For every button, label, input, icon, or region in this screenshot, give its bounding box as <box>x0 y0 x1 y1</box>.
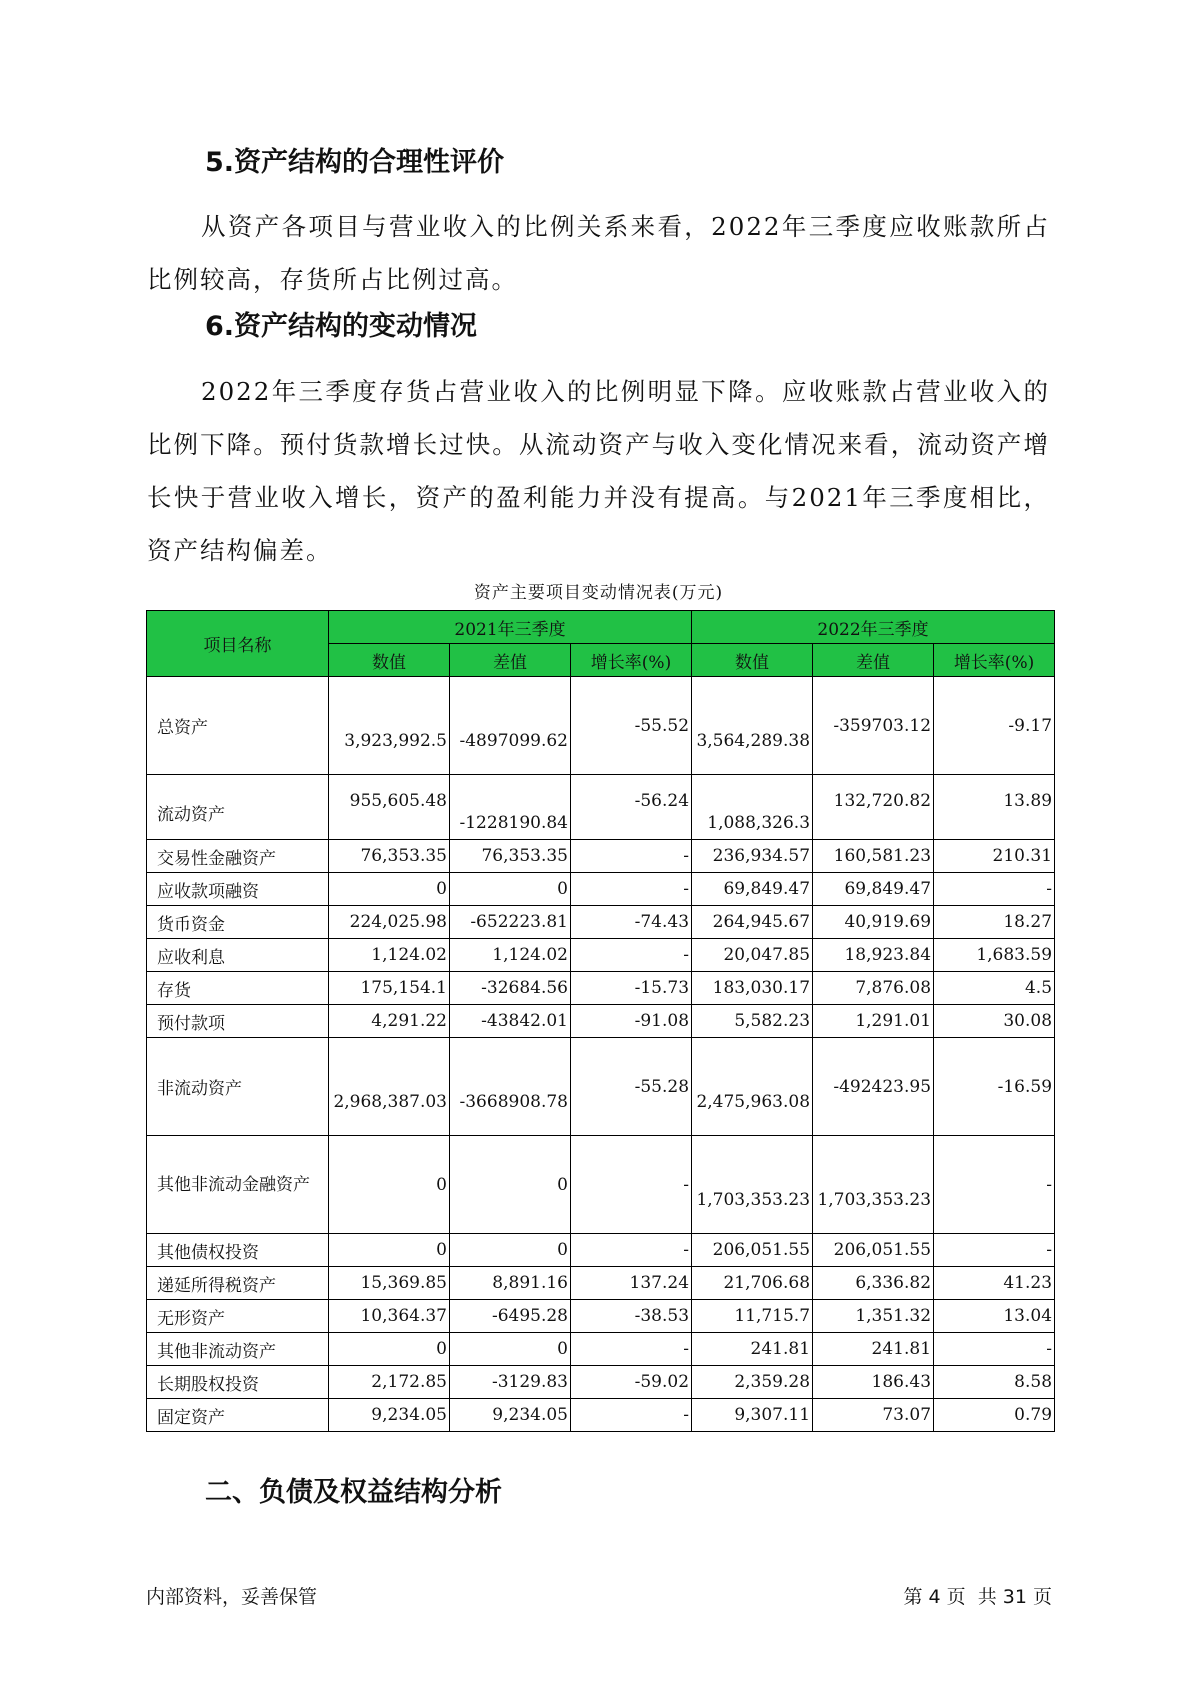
header-item-name: 项目名称 <box>147 611 329 677</box>
footer-page-number: 第 4 页 共 31 页 <box>903 1586 1052 1608</box>
cell-value: 175,154.1 <box>329 972 450 1005</box>
header-period-2022: 2022年三季度 <box>692 611 1055 644</box>
cell-value: -32684.56 <box>450 972 571 1005</box>
row-label: 其他债权投资 <box>147 1234 329 1267</box>
cell-value: 6,336.82 <box>813 1267 934 1300</box>
cell-value: 9,234.05 <box>329 1399 450 1432</box>
section-heading-6: 6.资产结构的变动情况 <box>205 311 478 342</box>
cell-value: 73.07 <box>813 1399 934 1432</box>
cell-value: 5,582.23 <box>692 1005 813 1038</box>
cell-value: 0 <box>450 1136 571 1234</box>
cell-value: 206,051.55 <box>813 1234 934 1267</box>
row-label: 总资产 <box>147 677 329 775</box>
cell-value: 1,703,353.23 <box>813 1136 934 1234</box>
cell-value: 10,364.37 <box>329 1300 450 1333</box>
cell-value: 236,934.57 <box>692 840 813 873</box>
table-row <box>147 1399 1055 1432</box>
cell-value: - <box>571 873 692 906</box>
table-row <box>147 1267 1055 1300</box>
cell-value: 186.43 <box>813 1366 934 1399</box>
cell-value: -43842.01 <box>450 1005 571 1038</box>
cell-value: 2,968,387.03 <box>329 1038 450 1136</box>
cell-value: -3129.83 <box>450 1366 571 1399</box>
cell-value: 0 <box>329 1333 450 1366</box>
cell-value: - <box>934 1234 1055 1267</box>
cell-value: -59.02 <box>571 1366 692 1399</box>
table-row <box>147 1300 1055 1333</box>
row-label: 货币资金 <box>147 906 329 939</box>
header-diff-2021: 差值 <box>450 644 571 677</box>
cell-value: 15,369.85 <box>329 1267 450 1300</box>
cell-value: - <box>571 1399 692 1432</box>
cell-value: 20,047.85 <box>692 939 813 972</box>
row-label: 其他非流动金融资产 <box>147 1136 329 1234</box>
cell-value: 0.79 <box>934 1399 1055 1432</box>
cell-value: 1,703,353.23 <box>692 1136 813 1234</box>
cell-value: 69,849.47 <box>692 873 813 906</box>
cell-value: 264,945.67 <box>692 906 813 939</box>
cell-value: 1,088,326.3 <box>692 775 813 840</box>
cell-value: 76,353.35 <box>329 840 450 873</box>
cell-value: -74.43 <box>571 906 692 939</box>
cell-value: 41.23 <box>934 1267 1055 1300</box>
header-diff-2022: 差值 <box>813 644 934 677</box>
header-rate-2022: 增长率(%) <box>934 644 1055 677</box>
cell-value: - <box>934 1333 1055 1366</box>
cell-value: 7,876.08 <box>813 972 934 1005</box>
cell-value: -38.53 <box>571 1300 692 1333</box>
table-row <box>147 775 1055 840</box>
cell-value: -91.08 <box>571 1005 692 1038</box>
cell-value: -359703.12 <box>813 677 934 775</box>
cell-value: 206,051.55 <box>692 1234 813 1267</box>
cell-value: -3668908.78 <box>450 1038 571 1136</box>
cell-value: 160,581.23 <box>813 840 934 873</box>
row-label: 固定资产 <box>147 1399 329 1432</box>
row-label: 其他非流动资产 <box>147 1333 329 1366</box>
cell-value: 11,715.7 <box>692 1300 813 1333</box>
cell-value: -55.52 <box>571 677 692 775</box>
row-label: 交易性金融资产 <box>147 840 329 873</box>
cell-value: 9,307.11 <box>692 1399 813 1432</box>
cell-value: 132,720.82 <box>813 775 934 840</box>
cell-value: -652223.81 <box>450 906 571 939</box>
cell-value: - <box>571 1136 692 1234</box>
row-label: 流动资产 <box>147 775 329 840</box>
cell-value: 30.08 <box>934 1005 1055 1038</box>
table-row <box>147 939 1055 972</box>
cell-value: 8.58 <box>934 1366 1055 1399</box>
cell-value: - <box>934 873 1055 906</box>
cell-value: 1,683.59 <box>934 939 1055 972</box>
header-rate-2021: 增长率(%) <box>571 644 692 677</box>
header-period-2021: 2021年三季度 <box>329 611 692 644</box>
table-row <box>147 906 1055 939</box>
table-row <box>147 1333 1055 1366</box>
cell-value: 224,025.98 <box>329 906 450 939</box>
cell-value: - <box>571 1333 692 1366</box>
cell-value: 2,359.28 <box>692 1366 813 1399</box>
row-label: 应收款项融资 <box>147 873 329 906</box>
row-label: 预付款项 <box>147 1005 329 1038</box>
table-row <box>147 840 1055 873</box>
cell-value: 0 <box>450 1333 571 1366</box>
cell-value: 18.27 <box>934 906 1055 939</box>
row-label: 应收利息 <box>147 939 329 972</box>
cell-value: 1,124.02 <box>450 939 571 972</box>
cell-value: 2,172.85 <box>329 1366 450 1399</box>
cell-value: 13.89 <box>934 775 1055 840</box>
cell-value: 241.81 <box>692 1333 813 1366</box>
cell-value: 3,564,289.38 <box>692 677 813 775</box>
cell-value: 0 <box>329 1234 450 1267</box>
cell-value: 183,030.17 <box>692 972 813 1005</box>
table-row <box>147 1005 1055 1038</box>
header-value-2022: 数值 <box>692 644 813 677</box>
cell-value: -56.24 <box>571 775 692 840</box>
table-caption: 资产主要项目变动情况表(万元) <box>473 583 724 603</box>
cell-value: 1,124.02 <box>329 939 450 972</box>
cell-value: 0 <box>329 873 450 906</box>
cell-value: - <box>571 840 692 873</box>
cell-value: 0 <box>450 873 571 906</box>
cell-value: 18,923.84 <box>813 939 934 972</box>
section-heading-5: 5.资产结构的合理性评价 <box>205 147 505 178</box>
cell-value: - <box>571 1234 692 1267</box>
cell-value: -9.17 <box>934 677 1055 775</box>
cell-value: 4,291.22 <box>329 1005 450 1038</box>
cell-value: -4897099.62 <box>450 677 571 775</box>
cell-value: 955,605.48 <box>329 775 450 840</box>
cell-value: 1,291.01 <box>813 1005 934 1038</box>
cell-value: 241.81 <box>813 1333 934 1366</box>
footer-confidential-note: 内部资料，妥善保管 <box>146 1586 318 1608</box>
table-row <box>147 1366 1055 1399</box>
section-heading-liabilities: 二、负债及权益结构分析 <box>205 1477 502 1508</box>
row-label: 无形资产 <box>147 1300 329 1333</box>
cell-value: - <box>934 1136 1055 1234</box>
cell-value: -492423.95 <box>813 1038 934 1136</box>
row-label: 递延所得税资产 <box>147 1267 329 1300</box>
row-label: 长期股权投资 <box>147 1366 329 1399</box>
cell-value: 9,234.05 <box>450 1399 571 1432</box>
table-row <box>147 1038 1055 1136</box>
cell-value: 21,706.68 <box>692 1267 813 1300</box>
cell-value: 13.04 <box>934 1300 1055 1333</box>
cell-value: -16.59 <box>934 1038 1055 1136</box>
cell-value: -15.73 <box>571 972 692 1005</box>
cell-value: 8,891.16 <box>450 1267 571 1300</box>
table-row <box>147 972 1055 1005</box>
table-row <box>147 1234 1055 1267</box>
cell-value: - <box>571 939 692 972</box>
cell-value: 69,849.47 <box>813 873 934 906</box>
cell-value: 76,353.35 <box>450 840 571 873</box>
cell-value: 3,923,992.5 <box>329 677 450 775</box>
cell-value: 2,475,963.08 <box>692 1038 813 1136</box>
paragraph-asset-structure-evaluation: 从资产各项目与营业收入的比例关系来看，2022年三季度应收账款所占比例较高，存货所占比例过高。 <box>147 212 1050 294</box>
asset-change-table <box>146 610 1055 1432</box>
cell-value: -1228190.84 <box>450 775 571 840</box>
cell-value: -55.28 <box>571 1038 692 1136</box>
header-value-2021: 数值 <box>329 644 450 677</box>
cell-value: 0 <box>329 1136 450 1234</box>
table-row <box>147 677 1055 775</box>
cell-value: 40,919.69 <box>813 906 934 939</box>
row-label: 存货 <box>147 972 329 1005</box>
cell-value: -6495.28 <box>450 1300 571 1333</box>
row-label: 非流动资产 <box>147 1038 329 1136</box>
cell-value: 4.5 <box>934 972 1055 1005</box>
cell-value: 137.24 <box>571 1267 692 1300</box>
cell-value: 1,351.32 <box>813 1300 934 1333</box>
cell-value: 210.31 <box>934 840 1055 873</box>
table-row <box>147 873 1055 906</box>
table-row <box>147 1136 1055 1234</box>
cell-value: 0 <box>450 1234 571 1267</box>
paragraph-asset-structure-change: 2022年三季度存货占营业收入的比例明显下降。应收账款占营业收入的比例下降。预付货款增长过快。从流动资产与收入变化情况来看，流动资产增长快于营业收入增长，资产的盈利能力并没有提高。与2021年三季度相比，资产结构偏差。 <box>147 377 1050 565</box>
